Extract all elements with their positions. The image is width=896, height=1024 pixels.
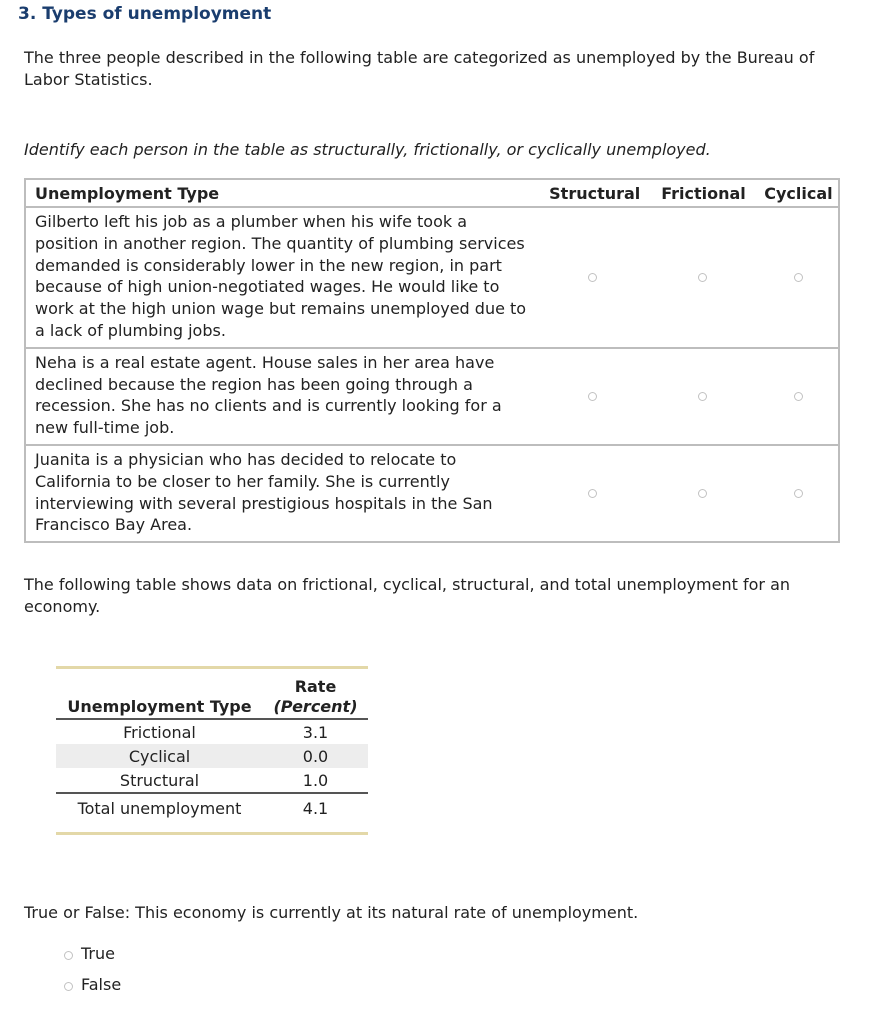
option-false-label: False (81, 975, 122, 994)
radio-gilberto-frictional[interactable] (698, 273, 707, 282)
row-description: Gilberto left his job as a plumber when his wife took a position in another region. The quantity of plumbing services demanded is considerably lower in the new region, in part because of high union-negotiated wages. He would like to work at the high union wage but remains unemployed due to a lack of plumbing jobs. (35, 212, 527, 340)
header-rate-label: Rate (294, 677, 337, 696)
option-true[interactable] (64, 944, 115, 963)
classification-table-header (26, 180, 838, 208)
table-bottom-rule (56, 832, 368, 835)
header-structural: Structural (549, 183, 641, 203)
unemployment-rates-table (56, 666, 368, 835)
radio-juanita-structural[interactable] (588, 489, 597, 498)
row-name: Cyclical (128, 746, 191, 766)
header-rate (263, 677, 368, 717)
radio-false[interactable] (64, 982, 73, 991)
radio-neha-frictional[interactable] (698, 392, 707, 401)
table-row-cyclical (56, 744, 368, 768)
row-value: 3.1 (302, 722, 329, 742)
true-false-question: True or False: This economy is currently at its natural rate of unemployment. (24, 903, 639, 922)
row-description: Juanita is a physician who has decided to relocate to California to be closer to her family. She is currently interviewing with several prestigious hospitals in the San Francisco Bay Area. (35, 449, 493, 535)
radio-neha-structural[interactable] (588, 392, 597, 401)
section-title: 3. Types of unemployment (18, 4, 272, 24)
data-intro-paragraph: The following table shows data on frictional, cyclical, structural, and total unemployment for an economy. (24, 575, 791, 616)
row-value: 0.0 (302, 746, 329, 766)
table-row-juanita (26, 446, 838, 541)
row-name: Total unemployment (77, 798, 242, 818)
table-row-neha (26, 349, 838, 446)
header-frictional: Frictional (661, 183, 746, 203)
row-name: Frictional (123, 722, 196, 742)
option-true-label: True (81, 944, 115, 963)
header-unemployment-type: Unemployment Type (67, 697, 252, 716)
rates-table-header (56, 669, 368, 718)
radio-gilberto-cyclical[interactable] (794, 273, 803, 282)
radio-juanita-frictional[interactable] (698, 489, 707, 498)
table-row-gilberto (26, 208, 838, 349)
row-value: 1.0 (302, 770, 329, 790)
header-cyclical: Cyclical (764, 183, 833, 203)
table-row-structural (56, 768, 368, 792)
header-rate-unit: (Percent) (273, 697, 358, 716)
row-name: Structural (119, 770, 200, 790)
radio-gilberto-structural[interactable] (588, 273, 597, 282)
header-unemployment-type: Unemployment Type (35, 183, 220, 203)
intro-paragraph: The three people described in the following table are categorized as unemployed by the Bureau of Labor Statistics. (24, 48, 815, 89)
row-description: Neha is a real estate agent. House sales in her area have declined because the region has been going through a recession. She has no clients and is currently looking for a new full-time job. (35, 352, 502, 438)
classification-table (24, 178, 840, 543)
radio-true[interactable] (64, 951, 73, 960)
radio-neha-cyclical[interactable] (794, 392, 803, 401)
option-false[interactable] (64, 975, 121, 994)
instruction-text: Identify each person in the table as structurally, frictionally, or cyclically unemployed. (24, 140, 711, 159)
table-row-frictional (56, 718, 368, 744)
radio-juanita-cyclical[interactable] (794, 489, 803, 498)
table-row-total (56, 792, 368, 822)
row-value: 4.1 (302, 798, 329, 818)
